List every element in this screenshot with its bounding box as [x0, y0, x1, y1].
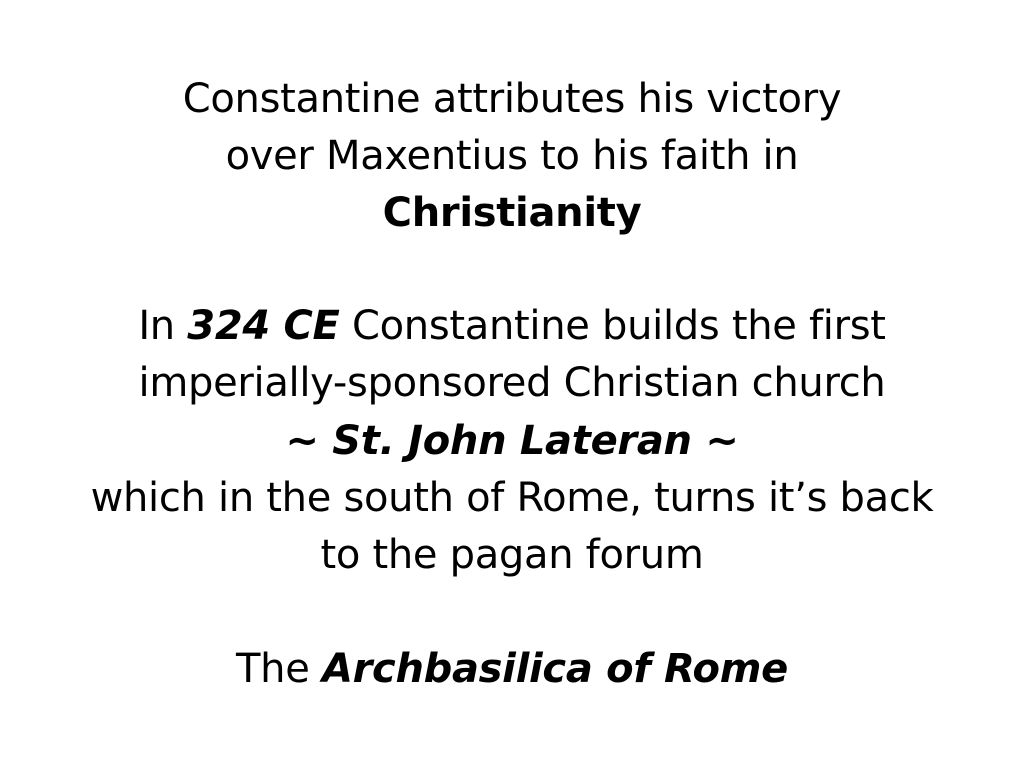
text-fragment: Constantine builds the first: [339, 303, 886, 349]
text-line: [0, 302, 1024, 350]
date-emphasis: 324 CE: [187, 303, 340, 349]
archbasilica-emphasis: Archbasilica of Rome: [321, 646, 788, 692]
text-line: imperially-sponsored Christian church: [138, 360, 886, 406]
text-fragment: The: [236, 646, 322, 692]
text-line: Constantine attributes his victory: [182, 76, 842, 122]
church-name: ~ St. John Lateran ~: [285, 418, 739, 464]
text-line: over Maxentius to his faith in: [225, 133, 799, 179]
christianity-heading: Christianity: [382, 190, 642, 236]
text-line: [0, 645, 1024, 693]
text-line: which in the south of Rome, turns it’s back: [90, 475, 934, 521]
text-line: to the pagan forum: [320, 532, 704, 578]
text-fragment: In: [138, 303, 188, 349]
